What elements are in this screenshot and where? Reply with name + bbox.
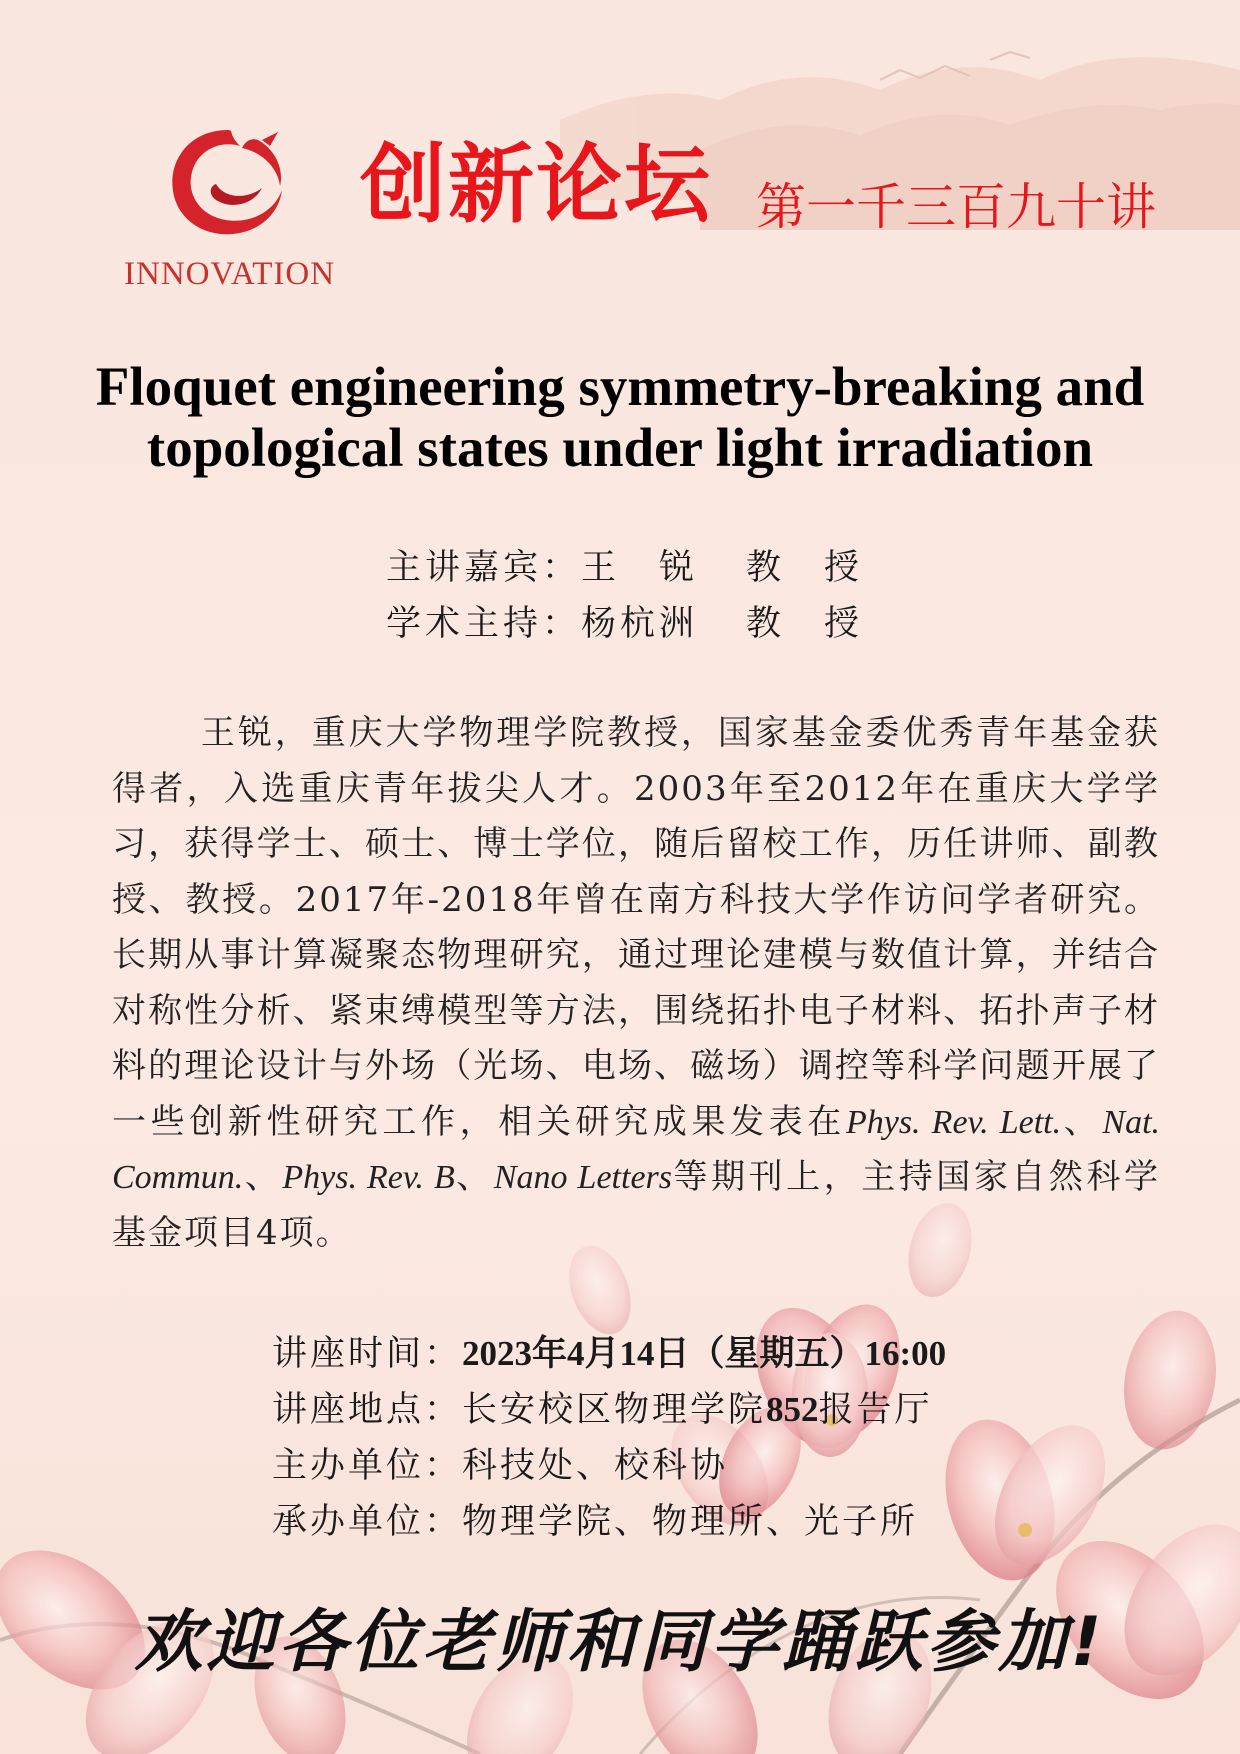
info-label: 主办单位： bbox=[272, 1446, 463, 1486]
logo-text: INNOVATION bbox=[124, 256, 336, 292]
forum-title: 创新论坛 bbox=[360, 135, 712, 235]
info-time bbox=[272, 1326, 946, 1382]
journal-name: Phys. Rev. Lett. bbox=[845, 1103, 1062, 1141]
speaker-row bbox=[386, 540, 863, 596]
organizer-value: 科技处、校科协 bbox=[462, 1446, 729, 1486]
info-host-unit bbox=[272, 1494, 946, 1550]
lecture-number: 第一千三百九十讲 bbox=[756, 178, 1156, 236]
host-name: 杨杭洲 bbox=[581, 604, 699, 644]
bio-text: 等期刊上，主持国家自然科学基金项目4项。 bbox=[112, 1157, 1161, 1253]
journal-name: Phys. Rev. B bbox=[282, 1159, 455, 1196]
journal-name: Nat. Commun. bbox=[112, 1103, 1161, 1196]
info-label: 承办单位： bbox=[272, 1502, 463, 1542]
separator: 、 bbox=[243, 1157, 283, 1197]
speaker-block bbox=[386, 540, 863, 652]
separator: 、 bbox=[1061, 1101, 1103, 1142]
info-label: 讲座时间： bbox=[272, 1334, 463, 1374]
welcome-message: 欢迎各位老师和同学踊跃参加! bbox=[134, 1603, 1106, 1682]
venue-suffix: 报告厅 bbox=[818, 1390, 933, 1430]
venue-prefix: 长安校区物理学院 bbox=[462, 1390, 767, 1430]
host-unit-value: 物理学院、物理所、光子所 bbox=[462, 1502, 919, 1542]
speaker-title: 教 授 bbox=[746, 548, 864, 588]
innovation-logo bbox=[118, 118, 348, 298]
journal-name: Nano Letters bbox=[493, 1159, 672, 1196]
lecture-time: 2023年4月14日（星期五）16:00 bbox=[462, 1334, 947, 1373]
talk-title-line: Floquet engineering symmetry-breaking and bbox=[95, 356, 1145, 417]
innovation-swirl-icon bbox=[158, 118, 298, 248]
info-label: 讲座地点： bbox=[272, 1390, 463, 1430]
host-title: 教 授 bbox=[746, 604, 864, 644]
speaker-label: 主讲嘉宾： bbox=[386, 548, 582, 588]
talk-title-line: topological states under light irradiation bbox=[146, 417, 1094, 478]
info-venue bbox=[272, 1382, 946, 1438]
speaker-bio bbox=[112, 706, 1160, 1261]
info-organizer bbox=[272, 1438, 946, 1494]
bio-text: 王锐，重庆大学物理学院教授，国家基金委优秀青年基金获得者，入选重庆青年拔尖人才。2003年至2012年在重庆大学学习，获得学士、硕士、博士学位，随后留校工作，历任讲师、副教授、教授。2017年-2018年曾在南方科技大学作访问学者研究。长期从事计算凝聚态物理研究，通过理论建模与数值计算，并结合对称性分析、紧束缚模型等方法，围绕拓扑电子材料、拓扑声子材料的理论设计与外场（光场、电场、磁场）调控等科学问题开展了一些创新性研究工作，相关研究成果发表在 bbox=[112, 713, 1160, 1142]
speaker-name: 王 锐 bbox=[581, 548, 699, 588]
separator: 、 bbox=[454, 1157, 494, 1197]
host-row bbox=[386, 596, 863, 652]
talk-title bbox=[0, 356, 1240, 478]
host-label: 学术主持： bbox=[386, 604, 582, 644]
venue-room: 852 bbox=[766, 1390, 819, 1429]
event-info bbox=[272, 1326, 946, 1550]
